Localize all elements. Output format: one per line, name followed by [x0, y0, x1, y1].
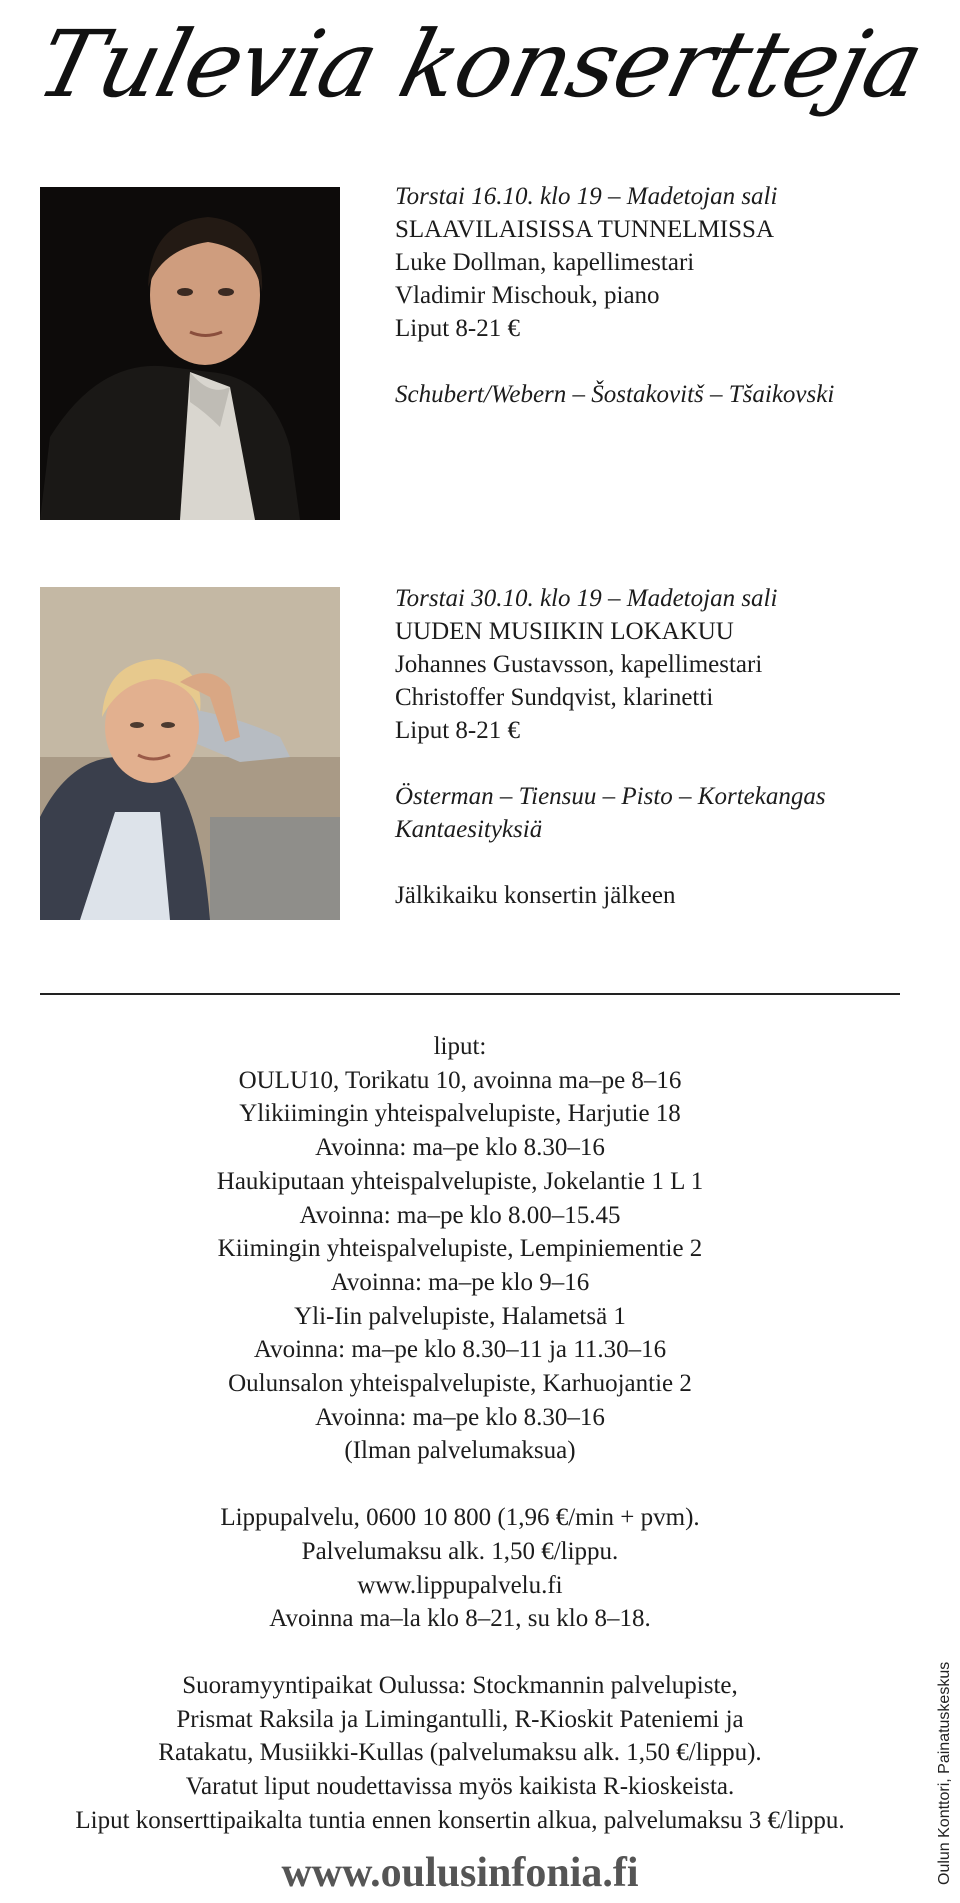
ticket-location-line: Avoinna: ma–pe klo 8.30–11 ja 11.30–16	[253, 1336, 667, 1364]
portrait-image	[40, 587, 340, 920]
ticket-location-line: Yli-Iin palvelupiste, Halametsä 1	[294, 1302, 626, 1330]
lippupalvelu-line: Avoinna ma–la klo 8–21, su klo 8–18.	[269, 1605, 651, 1633]
direct-sales-line: Suoramyyntipaikat Oulussa: Stockmannin palvelupiste,	[182, 1671, 738, 1699]
direct-sales-line: Liput konserttipaikalta tuntia ennen konsertin alkua, palvelumaksu 3 €/lippu.	[75, 1806, 845, 1834]
ticket-location-line: Haukiputaan yhteispalvelupiste, Jokelantie 1 L 1	[216, 1167, 704, 1195]
ticket-location-line: Ylikiimingin yhteispalvelupiste, Harjutie 18	[239, 1100, 681, 1128]
ticket-price: Liput 8-21 €	[395, 315, 520, 342]
ticket-location-line: Avoinna: ma–pe klo 9–16	[330, 1268, 590, 1296]
section-divider	[40, 993, 900, 995]
performer: Christoffer Sundqvist, klarinetti	[395, 684, 714, 711]
clarinetist-portrait-photo	[40, 587, 340, 920]
portrait-image	[40, 187, 340, 520]
concert-name: UUDEN MUSIIKIN LOKAKUU	[395, 618, 734, 645]
ticket-location-line: liput:	[433, 1033, 487, 1060]
lippupalvelu-line: Palvelumaksu alk. 1,50 €/lippu.	[301, 1537, 619, 1565]
direct-sales-line: Ratakatu, Musiikki-Kullas (palvelumaksu alk. 1,50 €/lippu).	[158, 1739, 762, 1767]
concert-heading: Torstai 16.10. klo 19 – Madetojan sali	[395, 183, 778, 210]
performer: Vladimir Mischouk, piano	[395, 282, 660, 309]
concert-info-1	[395, 180, 935, 411]
ticket-location-line: OULU10, Torikatu 10, avoinna ma–pe 8–16	[238, 1066, 682, 1094]
composers: Schubert/Webern – Šostakovitš – Tšaikovski	[395, 381, 835, 408]
concert-heading: Torstai 30.10. klo 19 – Madetojan sali	[395, 585, 778, 612]
premiere-note: Kantaesityksiä	[395, 816, 543, 843]
direct-sales-line: Varatut liput noudettavissa myös kaikista R-kioskeista.	[185, 1773, 735, 1801]
conductor-portrait-photo	[40, 187, 340, 520]
ticket-sales-info	[0, 1030, 920, 1837]
concert-info-2	[395, 582, 935, 912]
ticket-location-line: Avoinna: ma–pe klo 8.00–15.45	[299, 1201, 621, 1229]
page-title: Tulevia konsertteja	[27, 11, 933, 118]
performer: Luke Dollman, kapellimestari	[395, 249, 695, 276]
ticket-location-line: Oulunsalon yhteispalvelupiste, Karhuojantie 2	[228, 1370, 692, 1398]
website-link[interactable]: www.oulusinfonia.fi	[281, 1850, 639, 1896]
ticket-location-line: Avoinna: ma–pe klo 8.30–16	[315, 1403, 605, 1431]
lippupalvelu-link[interactable]: www.lippupalvelu.fi	[357, 1571, 563, 1599]
concert-name: SLAAVILAISISSA TUNNELMISSA	[395, 216, 774, 243]
ticket-location-line: Kiimingin yhteispalvelupiste, Lempiniementie 2	[217, 1235, 703, 1263]
composers: Österman – Tiensuu – Pisto – Kortekangas	[395, 783, 826, 810]
ticket-location-line: (Ilman palvelumaksua)	[344, 1437, 576, 1465]
performer: Johannes Gustavsson, kapellimestari	[395, 651, 763, 678]
ticket-location-line: Avoinna: ma–pe klo 8.30–16	[315, 1134, 605, 1162]
after-concert-note: Jälkikaiku konsertin jälkeen	[395, 882, 676, 909]
ticket-price: Liput 8-21 €	[395, 717, 520, 744]
printer-credit: Oulun Konttori, Painatuskeskus	[936, 1661, 953, 1885]
direct-sales-line: Prismat Raksila ja Limingantulli, R-Kioskit Pateniemi ja	[176, 1705, 744, 1733]
lippupalvelu-line: Lippupalvelu, 0600 10 800 (1,96 €/min + pvm).	[220, 1504, 700, 1532]
